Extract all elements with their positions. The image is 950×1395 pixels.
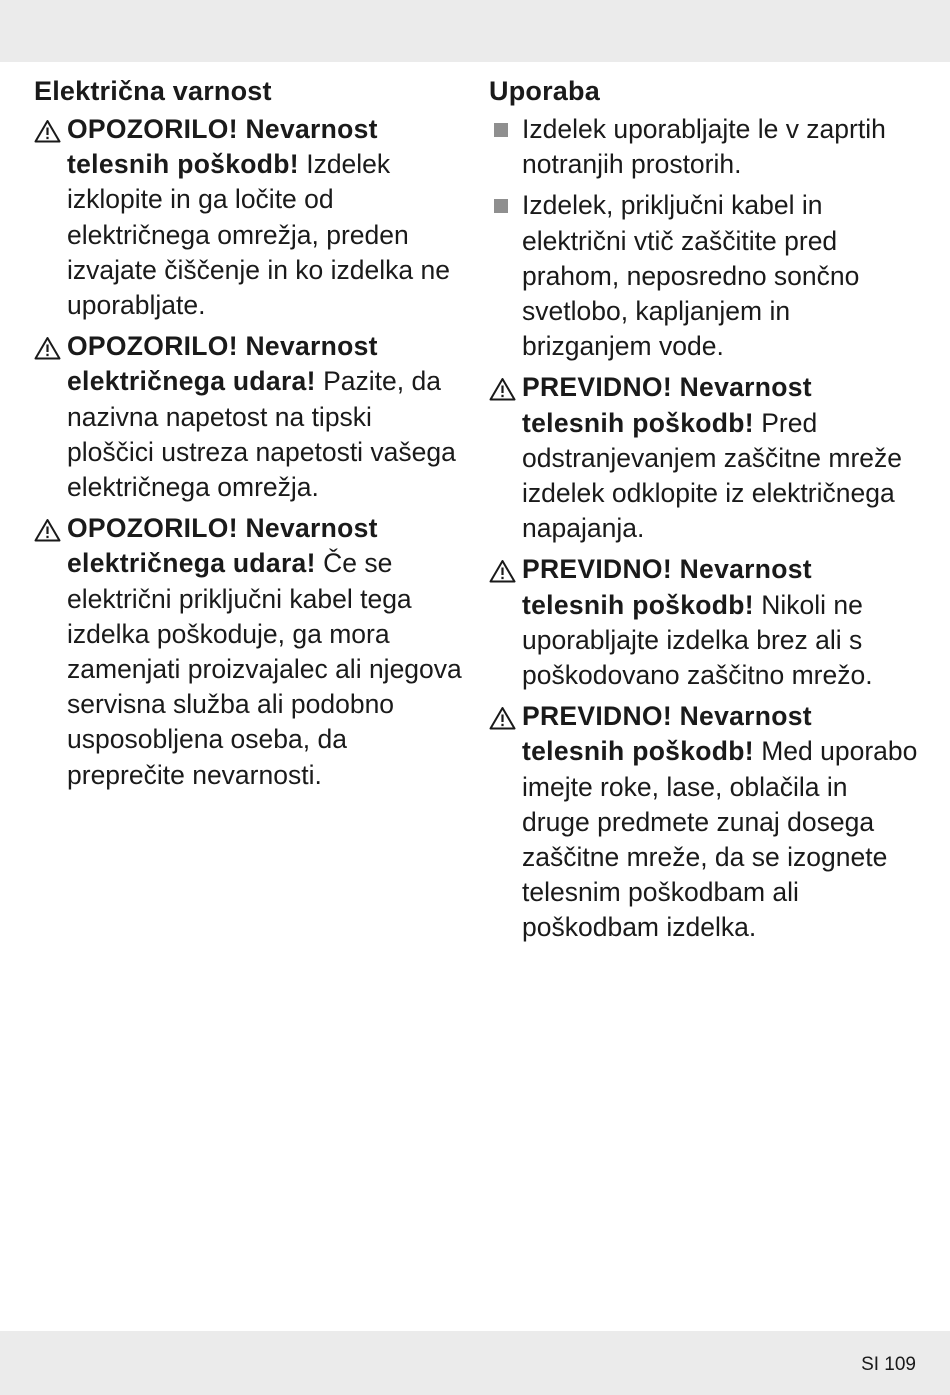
square-bullet-icon xyxy=(489,188,522,223)
warning-triangle-icon xyxy=(489,552,522,587)
warning-item xyxy=(34,511,464,793)
warning-item xyxy=(34,329,464,505)
warning-label: OPOZORILO! Nevarnost električnega udara! xyxy=(67,331,378,397)
warning-label: PREVIDNO! Nevarnost telesnih poškodb! xyxy=(522,701,812,767)
warning-label: OPOZORILO! Nevarnost telesnih poškodb! xyxy=(67,114,378,180)
footer-band xyxy=(0,1331,950,1395)
bullet-item xyxy=(489,188,919,364)
warning-item xyxy=(489,370,919,546)
warning-text: Če se električni priključni kabel tega izdelka poškoduje, ga mora zamenjati proizvajalec ali njegova servisna služba ali podobno usposobljena oseba, da preprečite nevarnosti. xyxy=(67,548,462,790)
warning-triangle-icon xyxy=(489,699,522,734)
warning-item xyxy=(34,112,464,323)
warning-triangle-icon xyxy=(34,112,67,147)
section-heading: Uporaba xyxy=(489,76,600,106)
warning-text: Pazite, da nazivna napetost na tipski ploščici ustreza napetosti vašega električnega omrežja. xyxy=(67,366,456,503)
warning-triangle-icon xyxy=(489,370,522,405)
bullet-item xyxy=(489,112,919,182)
warning-text: Nikoli ne uporabljajte izdelka brez ali s poškodovano zaščitno mrežo. xyxy=(522,589,873,691)
warning-triangle-icon xyxy=(34,329,67,364)
warning-text: Pred odstranjevanjem zaščitne mreže izdelek odklopite iz električnega napajanja. xyxy=(522,407,903,544)
warning-label: PREVIDNO! Nevarnost telesnih poškodb! xyxy=(522,554,812,620)
bullet-text: Izdelek, priključni kabel in električni vtič zaščitite pred prahom, neposredno sončno svetlobo, kapljanjem in brizganjem vode. xyxy=(522,190,860,362)
warning-item xyxy=(489,552,919,693)
header-band xyxy=(0,0,950,62)
square-bullet-icon xyxy=(489,112,522,147)
warning-label: OPOZORILO! Nevarnost električnega udara! xyxy=(67,513,378,579)
warning-item xyxy=(489,699,919,945)
warning-text: Med uporabo imejte roke, lase, oblačila in druge predmete zunaj dosega zaščitne mreže, da se izognete telesnim poškodbam ali poškodbam izdelka. xyxy=(522,736,918,943)
warning-triangle-icon xyxy=(34,511,67,546)
section-heading: Električna varnost xyxy=(34,76,272,106)
section-electrical-safety xyxy=(34,74,464,799)
section-usage xyxy=(489,74,919,952)
page-number: SI 109 xyxy=(861,1354,916,1375)
warning-label: PREVIDNO! Nevarnost telesnih poškodb! xyxy=(522,372,812,438)
warning-text: Izdelek izklopite in ga ločite od električnega omrežja, preden izvajate čiščenje in ko izdelka ne uporabljate. xyxy=(67,149,450,321)
bullet-text: Izdelek uporabljajte le v zaprtih notranjih prostorih. xyxy=(522,114,886,180)
